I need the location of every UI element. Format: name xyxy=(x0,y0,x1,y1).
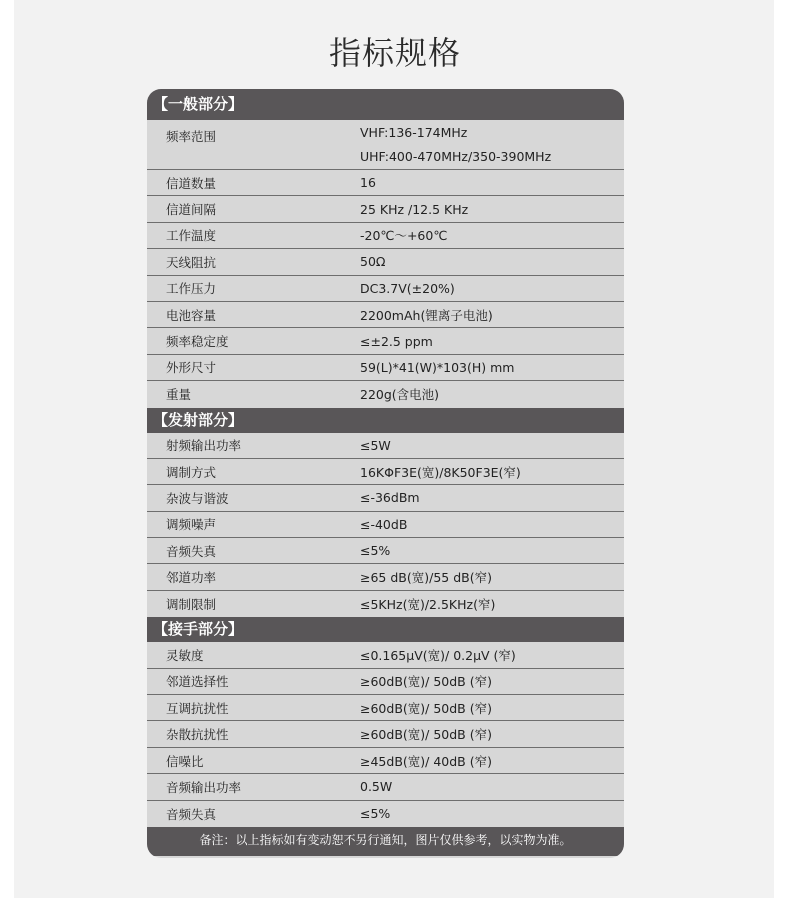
spec-label: 音频失真 xyxy=(166,806,217,822)
page-title: 指标规格 xyxy=(328,34,461,72)
spec-value: 16 xyxy=(360,175,376,191)
spec-label: 频率稳定度 xyxy=(166,334,229,350)
spec-value: 0.5W xyxy=(360,779,393,795)
spec-value: ≥65 dB(宽)/55 dB(窄) xyxy=(360,570,492,586)
spec-value: ≤5% xyxy=(360,806,391,822)
spec-label: 信噪比 xyxy=(166,753,204,769)
spec-value: ≤5KHz(宽)/2.5KHz(窄) xyxy=(360,597,496,613)
spec-label: 工作温度 xyxy=(166,228,217,244)
spec-value: 16KΦF3E(宽)/8K50F3E(窄) xyxy=(360,464,521,480)
spec-label: 音频输出功率 xyxy=(166,779,242,795)
spec-label: 音频失真 xyxy=(166,543,217,559)
table-row xyxy=(147,485,624,511)
table-row xyxy=(147,120,624,170)
table-row xyxy=(147,721,624,747)
table-row xyxy=(147,355,624,381)
spec-value: ≥45dB(宽)/ 40dB (窄) xyxy=(360,753,492,769)
spec-label: 射频输出功率 xyxy=(166,438,242,454)
table-row xyxy=(147,748,624,774)
spec-label: 工作压力 xyxy=(166,281,217,297)
section-header-receive: 【接手部分】 xyxy=(147,617,624,642)
spec-value: ≤5W xyxy=(360,437,391,453)
spec-label: 调制限制 xyxy=(166,597,217,613)
footer-note: 备注：以上指标如有变动恕不另行通知，图片仅供参考，以实物为准。 xyxy=(147,827,624,856)
spec-value: UHF:400-470MHz/350-390MHz xyxy=(360,149,552,165)
spec-value: 50Ω xyxy=(360,254,386,270)
table-row xyxy=(147,642,624,668)
table-row xyxy=(147,538,624,564)
spec-value: ≤-36dBm xyxy=(360,490,420,506)
table-row xyxy=(147,564,624,590)
table-row xyxy=(147,302,624,328)
spec-value: ≥60dB(宽)/ 50dB (窄) xyxy=(360,674,492,690)
table-row xyxy=(147,433,624,459)
spec-value: VHF:136-174MHz xyxy=(360,124,468,140)
spec-label: 灵敏度 xyxy=(166,647,204,663)
table-row xyxy=(147,512,624,538)
spec-value: ≤5% xyxy=(360,543,391,559)
spec-label: 信道数量 xyxy=(166,175,217,191)
section-header-general: 【一般部分】 xyxy=(147,89,624,120)
spec-label: 互调抗扰性 xyxy=(166,700,229,716)
table-row xyxy=(147,276,624,302)
spec-value: -20℃～+60℃ xyxy=(360,228,448,244)
spec-label: 调频噪声 xyxy=(166,517,217,533)
spec-value: ≥60dB(宽)/ 50dB (窄) xyxy=(360,727,492,743)
table-row xyxy=(147,223,624,249)
table-row xyxy=(147,328,624,354)
spec-label: 天线阻抗 xyxy=(166,254,217,270)
spec-label: 杂波与谐波 xyxy=(166,490,229,506)
spec-value: DC3.7V(±20%) xyxy=(360,280,455,296)
spec-value: 2200mAh(锂离子电池) xyxy=(360,307,493,323)
spec-value: 25 KHz /12.5 KHz xyxy=(360,201,469,217)
spec-label: 重量 xyxy=(166,387,192,403)
table-row xyxy=(147,459,624,485)
spec-label: 频率范围 xyxy=(166,129,217,144)
table-row xyxy=(147,249,624,275)
spec-label: 杂散抗扰性 xyxy=(166,727,229,743)
spec-label: 电池容量 xyxy=(166,307,217,323)
table-row xyxy=(147,196,624,222)
table-row xyxy=(147,170,624,196)
table-row xyxy=(147,591,624,617)
spec-value: 220g(含电池) xyxy=(360,387,440,403)
section-header-transmit: 【发射部分】 xyxy=(147,408,624,433)
table-row xyxy=(147,774,624,800)
spec-label: 邻道功率 xyxy=(166,570,217,586)
spec-value: ≤±2.5 ppm xyxy=(360,333,433,349)
spec-value: 59(L)*41(W)*103(H) mm xyxy=(360,359,515,375)
spec-label: 信道间隔 xyxy=(166,202,217,218)
table-row xyxy=(147,669,624,695)
spec-label: 调制方式 xyxy=(166,464,217,480)
spec-table xyxy=(147,89,624,858)
spec-value: ≤-40dB xyxy=(360,516,408,532)
table-row xyxy=(147,801,624,827)
spec-label: 邻道选择性 xyxy=(166,674,229,690)
spec-label: 外形尺寸 xyxy=(166,360,217,376)
table-row xyxy=(147,695,624,721)
table-row xyxy=(147,381,624,407)
spec-value: ≤0.165μV(宽)/ 0.2μV (窄) xyxy=(360,647,516,663)
spec-value: ≥60dB(宽)/ 50dB (窄) xyxy=(360,700,492,716)
